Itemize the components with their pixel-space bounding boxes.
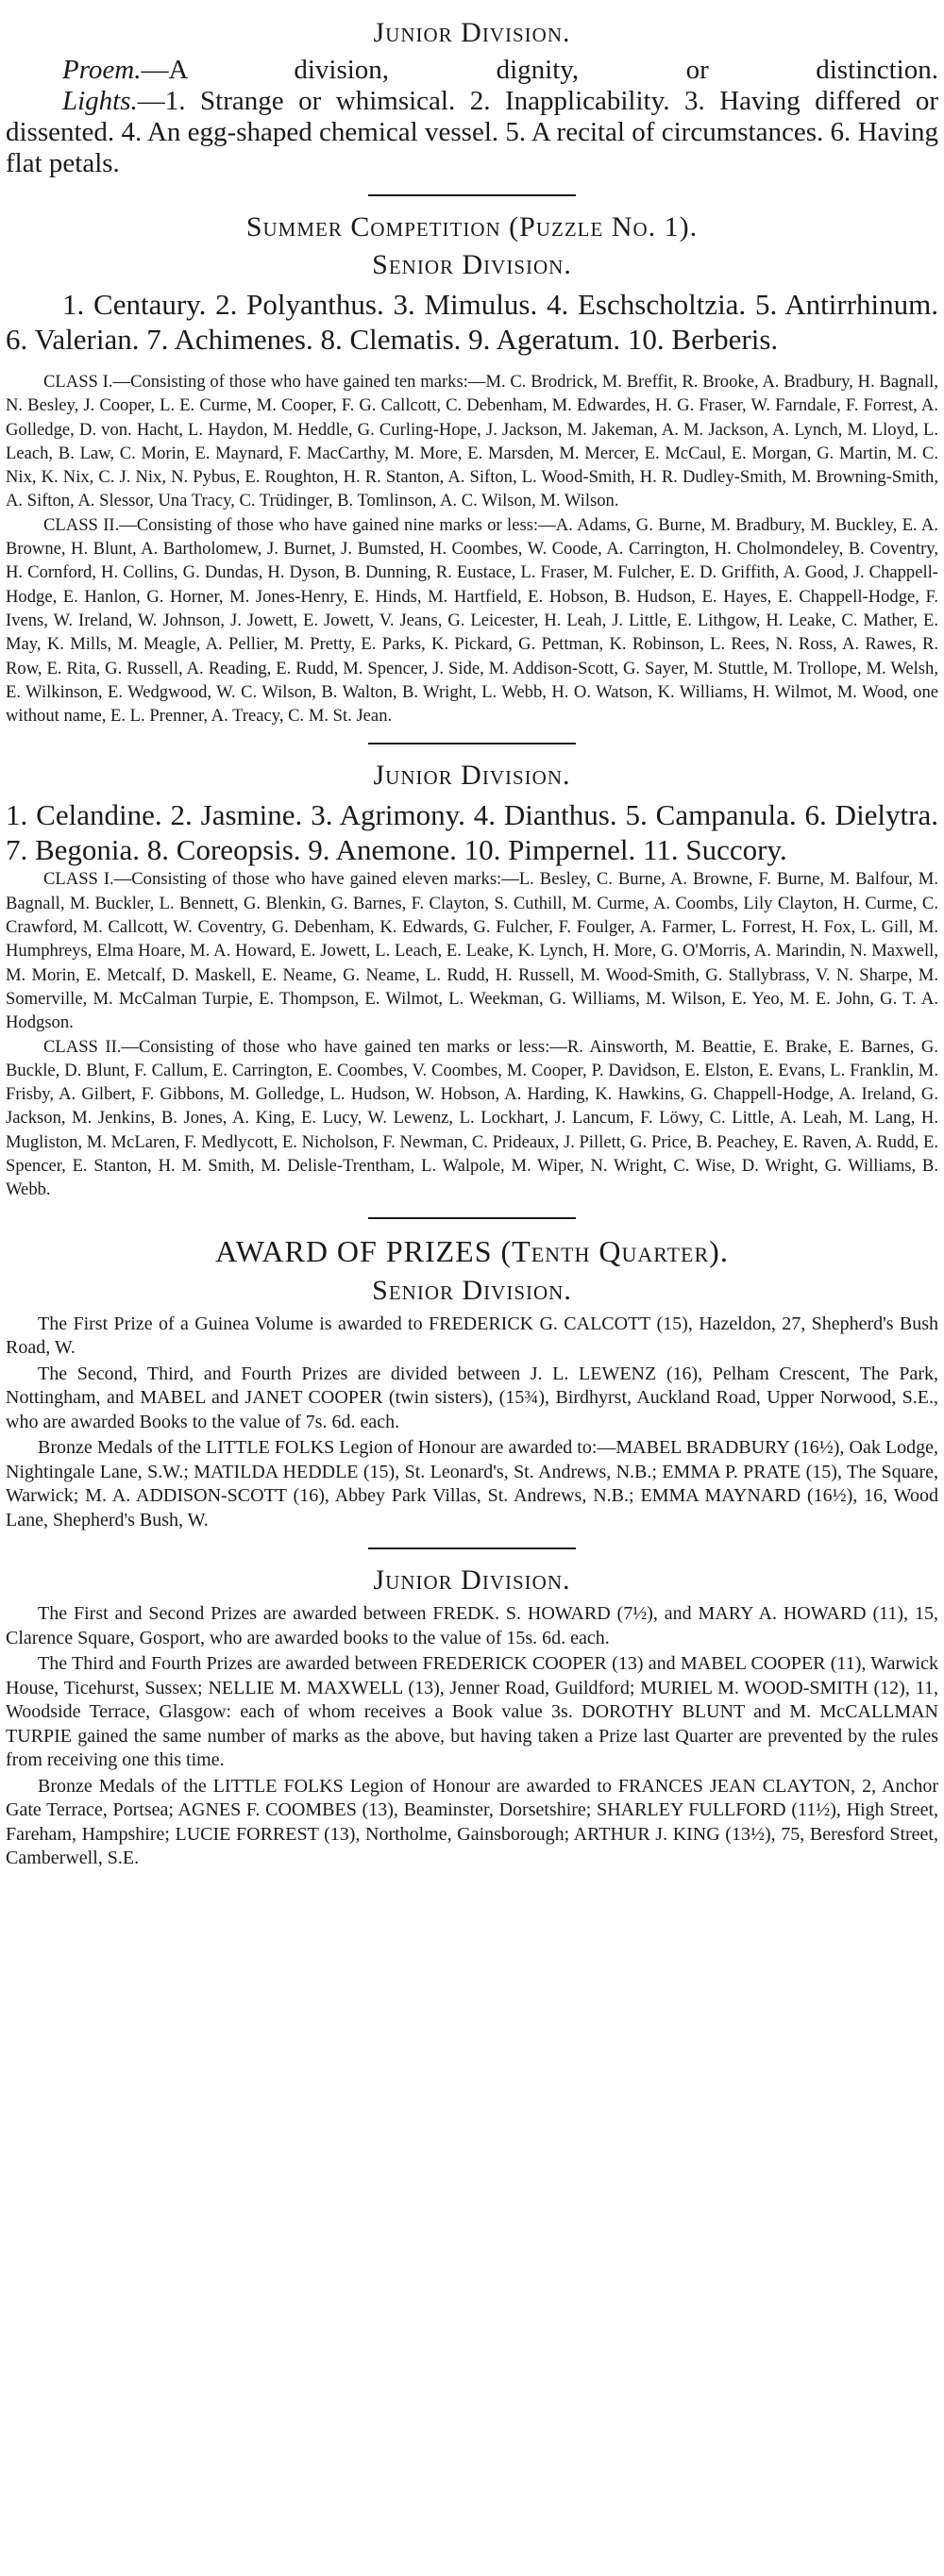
divider bbox=[368, 194, 576, 196]
junior-division-heading: Junior Division. bbox=[373, 17, 571, 48]
junior-class-1-list: CLASS I.—Consisting of those who have gained eleven marks:—L. Besley, C. Burne, A. Browne, F. Burne, M. Balfour, M. Bagnall, M. Buckler, L. Bennett, G. Blenkin, G. Barnes, F. Clayton, S. Cuthill, M. Curme, A. Coombs, Lily Clayton, H. Curme, C. Crawford, M. Callcott, W. Coventry, G. Debenham, K. Edwards, G. Fulcher, F. Foulger, A. Farmer, L. Forrest, H. Fox, L. Gill, M. Humphreys, Elma Hoare, M. A. Howard, E. Jowett, L. Leach, E. Leake, K. Lynch, H. More, G. O'Morris, A. Marindin, N. Maxwell, M. Morin, E. Metcalf, D. Maskell, E. Neame, G. Neame, L. Rudd, H. Russell, M. Wood-Smith, G. Stallybrass, V. N. Sharpe, M. Somerville, M. McCalman Turpie, E. Thompson, E. Wilmot, L. Weekman, G. Williams, M. Wilson, E. Yeo, M. E. John, G. T. A. Hodgson. bbox=[6, 869, 938, 1033]
senior-class-1-list: CLASS I.—Consisting of those who have gained ten marks:—M. C. Brodrick, M. Breffit, R. Brooke, A. Bradbury, H. Bagnall, N. Besley, J. Cooper, L. E. Curme, M. Cooper, F. G. Callcott, C. Debenham, M. Edwardes, H. G. Fraser, W. Farndale, F. Forrest, A. Golledge, D. von. Hacht, L. Haydon, M. Heddle, G. Curling-Hope, J. Jackson, M. Jakeman, A. M. Jackson, A. Lynch, M. Lloyd, L. Leach, B. Law, C. Morin, E. Maynard, F. MacCarthy, M. More, E. Marsden, M. Mercer, E. McCaul, E. Morgan, G. Martin, M. C. Nix, K. Nix, C. J. Nix, N. Pybus, E. Roughton, H. R. Stanton, A. Sifton, L. Wood-Smith, H. R. Dudley-Smith, M. Browning-Smith, A. Sifton, A. Slessor, Una Tracy, C. Trüdinger, B. Tomlinson, A. C. Wilson, M. Wilson. bbox=[6, 372, 938, 511]
proem-text: —A division, dignity, or distinction. bbox=[141, 55, 938, 85]
junior-class-2-list: CLASS II.—Consisting of those who have gained ten marks or less:—R. Ainsworth, M. Beattie, E. Brake, E. Barnes, G. Buckle, D. Blunt, F. Callum, E. Carrington, E. Coombes, V. Coombes, M. Cooper, P. Davidson, E. Elston, E. Evans, L. Franklin, M. Frisby, A. Gilbert, F. Gibbons, M. Golledge, L. Hudson, W. Hobson, A. Harding, K. Hawkins, G. Chappell-Hodge, A. Ireland, G. Jackson, M. Jenkins, B. Jones, A. King, E. Lucy, W. Lewenz, L. Lockhart, J. Lancum, F. Löwy, C. Little, A. Leah, M. Lang, H. Mugliston, M. McLaren, F. Medlycott, E. Nicholson, F. Newman, C. Prideaux, J. Pillett, G. Price, B. Peachey, E. Raven, A. Rudd, E. Spencer, E. Stanton, H. M. Smith, M. Delisle-Trentham, L. Walpole, M. Wiper, N. Wright, C. Wise, D. Wright, G. Williams, B. Webb. bbox=[6, 1036, 938, 1200]
junior-third-fourth-prizes: The Third and Fourth Prizes are awarded between FREDERICK COOPER (13) and MABEL COOPER (11), Warwick House, Ticehurst, Sussex; NELLIE M. MAXWELL (13), Jenner Road, Guildford; MURIEL M. WOOD-SMITH (12), 11, Woodside Terrace, Glasgow: each of whom receives a Book value 3s. DOROTHY BLUNT and M. McCALLMAN TURPIE gained the same number of marks as the above, but having taken a Prize last Quarter are prevented by the rules from receiving one this time. bbox=[6, 1653, 938, 1771]
junior-bronze-medals: Bronze Medals of the LITTLE FOLKS Legion of Honour are awarded to FRANCES JEAN CLAYTON, 2, Anchor Gate Terrace, Portsea; AGNES F. COOMBES (13), Beaminster, Dorsetshire; SHARLEY FULLFORD (11½), High Street, Fareham, Hampshire; LUCIE FORREST (13), Northolme, Gainsborough; ARTHUR J. KING (13½), 75, Beresford Street, Camberwell, S.E. bbox=[6, 1775, 938, 1869]
proem-line bbox=[6, 55, 938, 86]
senior-first-prize: The First Prize of a Guinea Volume is awarded to FREDERICK G. CALCOTT (15), Hazeldon, 27, Shepherd's Bush Road, W. bbox=[6, 1313, 938, 1359]
summer-competition-heading: Summer Competition (Puzzle No. 1). bbox=[245, 211, 699, 243]
senior-class-2-list: CLASS II.—Consisting of those who have gained nine marks or less:—A. Adams, G. Burne, M. Bradbury, M. Buckley, E. A. Browne, H. Blunt, A. Bartholomew, J. Burnet, J. Bumsted, H. Coombes, W. Coode, A. Carrington, H. Cholmondeley, B. Coventry, H. Cornford, H. Collins, G. Dundas, H. Dyson, B. Dunning, R. Eustace, L. Fraser, M. Fulcher, E. D. Griffith, A. Good, J. Chappell-Hodge, E. Hanlon, G. Horner, M. Jones-Henry, E. Hinds, M. Hartfield, E. Hobson, B. Hudson, E. Hayes, E. Chappell-Hodge, F. Ivens, W. Ireland, W. Johnson, J. Jowett, E. Jowett, V. Jeans, G. Leicester, H. Leah, J. Little, E. Lithgow, H. Leake, C. Mather, E. May, K. Mills, M. Meagle, A. Pellier, M. Pretty, E. Parks, K. Pickard, G. Pettman, K. Robinson, L. Rees, N. Ross, A. Rawes, R. Row, E. Rita, G. Russell, A. Reading, E. Rudd, M. Spencer, J. Side, M. Addison-Scott, G. Sayer, M. Stuttle, M. Trollope, M. Welsh, E. Wilkinson, E. Wedgwood, W. C. Wilson, B. Walton, B. Wright, L. Webb, H. O. Watson, K. Williams, H. Wilmot, M. Wood, one without name, E. L. Prenner, A. Treacy, C. M. St. Jean. bbox=[6, 514, 938, 727]
lights-text: —1. Strange or whimsical. 2. Inapplicability. 3. Having differed or dissented. 4. An egg-shaped chemical vessel. 5. A recital of circumstances. 6. Having flat petals. bbox=[6, 86, 938, 178]
junior-answers: 1. Celandine. 2. Jasmine. 3. Agrimony. 4. Dianthus. 5. Campanula. 6. Dielytra. 7. Begonia. 8. Coreopsis. 9. Anemone. 10. Pimpernel. 11. Succory. bbox=[6, 798, 938, 867]
divider bbox=[368, 1217, 576, 1219]
divider bbox=[368, 743, 576, 744]
awards-junior-heading: Junior Division. bbox=[373, 1564, 571, 1597]
senior-division-heading: Senior Division. bbox=[372, 249, 572, 280]
junior-first-second-prizes: The First and Second Prizes are awarded between FREDK. S. HOWARD (7½), and MARY A. HOWARD (11), 15, Clarence Square, Gosport, who are awarded books to the value of 15s. 6d. each. bbox=[6, 1603, 938, 1648]
awards-senior-heading: Senior Division. bbox=[372, 1274, 572, 1306]
divider bbox=[368, 1547, 576, 1549]
lights-label: Lights. bbox=[62, 86, 138, 116]
award-of-prizes-heading: AWARD OF PRIZES (Tenth Quarter). bbox=[215, 1233, 729, 1268]
senior-answers: 1. Centaury. 2. Polyanthus. 3. Mimulus. 4. Eschscholtzia. 5. Antirrhinum. 6. Valerian. 7. Achimenes. 8. Clematis. 9. Ageratum. 10. Berberis. bbox=[6, 288, 938, 356]
junior-division-heading-2: Junior Division. bbox=[373, 760, 571, 792]
senior-second-third-fourth-prizes: The Second, Third, and Fourth Prizes are divided between J. L. LEWENZ (16), Pelham Crescent, The Park, Nottingham, and MABEL and JANET COOPER (twin sisters), (15¾), Birdhyrst, Auckland Road, Upper Norwood, S.E., who are awarded Books to the value of 7s. 6d. each. bbox=[6, 1363, 938, 1432]
senior-bronze-medals: Bronze Medals of the LITTLE FOLKS Legion of Honour are awarded to:—MABEL BRADBURY (16½), Oak Lodge, Nightingale Lane, S.W.; MATILDA HEDDLE (15), St. Leonard's, St. Andrews, N.B.; EMMA P. PRATE (15), The Square, Warwick; M. A. ADDISON-SCOTT (16), Abbey Park Villas, St. Andrews, N.B.; EMMA MAYNARD (16½), 16, Wood Lane, Shepherd's Bush, W. bbox=[6, 1437, 938, 1531]
proem-label: Proem. bbox=[62, 55, 142, 85]
lights-paragraph bbox=[6, 86, 938, 179]
